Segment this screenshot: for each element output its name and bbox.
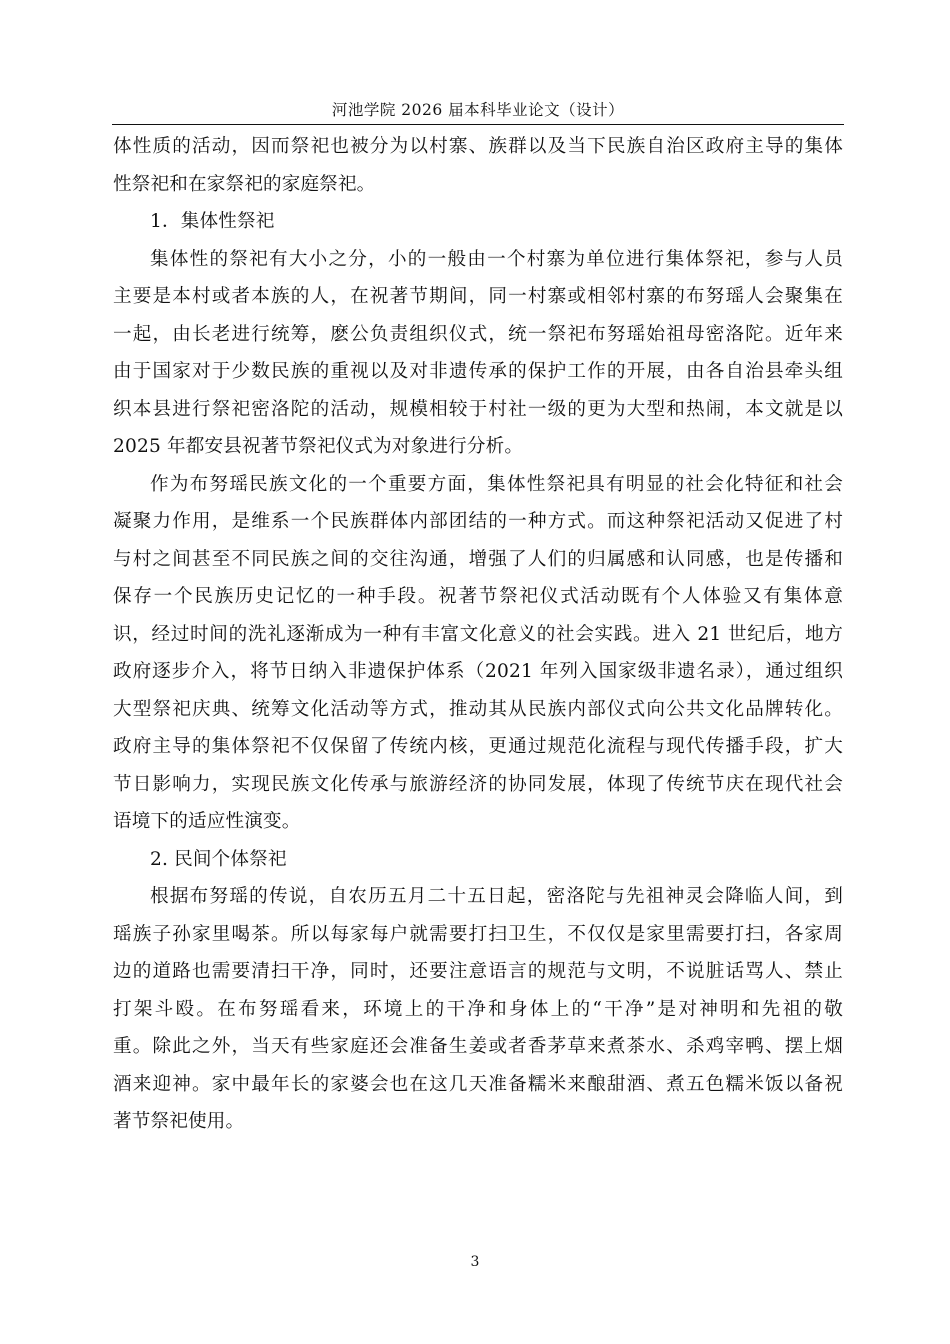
body-text <box>113 128 843 1141</box>
text-line: 政府逐步介入，将节日纳入非遗保护体系（2021 年列入国家级非遗名录），通过组织 <box>113 661 843 682</box>
text-line: 性祭祀和在家祭祀的家庭祭祀。 <box>113 173 376 195</box>
text-line: 识，经过时间的洗礼逐渐成为一种有丰富文化意义的社会实践。进入 21 世纪后，地方 <box>113 623 843 645</box>
text-line: 重。除此之外，当天有些家庭还会准备生姜或者香茅草来煮茶水、杀鸡宰鸭、摆上烟 <box>113 1036 843 1057</box>
text-line: 保存一个民族历史记忆的一种手段。祝著节祭祀仪式活动既有个人体验又有集体意 <box>113 586 843 607</box>
text-line: 边的道路也需要清扫干净，同时，还要注意语言的规范与文明，不说脏话骂人、禁止 <box>113 961 843 982</box>
text-line: 织本县进行祭祀密洛陀的活动，规模相较于村社一级的更为大型和热闹，本文就是以 <box>113 398 843 420</box>
text-line: 主要是本村或者本族的人，在祝著节期间，同一村寨或相邻村寨的布努瑶人会聚集在 <box>113 286 843 307</box>
text-line: 与村之间甚至不同民族之间的交往沟通，增强了人们的归属感和认同感，也是传播和 <box>113 548 843 570</box>
section-heading: 1．集体性祭祀 <box>150 211 275 232</box>
text-line: 2025 年都安县祝著节祭祀仪式为对象进行分析。 <box>113 436 524 457</box>
text-line: 作为布努瑶民族文化的一个重要方面，集体性祭祀具有明显的社会化特征和社会 <box>150 473 843 495</box>
text-line: 大型祭祀庆典、统筹文化活动等方式，推动其从民族内部仪式向公共文化品牌转化。 <box>113 698 843 720</box>
text-line: 集体性的祭祀有大小之分，小的一般由一个村寨为单位进行集体祭祀，参与人员 <box>150 248 843 270</box>
text-line: 根据布努瑶的传说，自农历五月二十五日起，密洛陀与先祖神灵会降临人间，到 <box>150 886 843 907</box>
text-line: 节日影响力，实现民族文化传承与旅游经济的协同发展，体现了传统节庆在现代社会 <box>113 773 843 795</box>
text-line: 酒来迎神。家中最年长的家婆会也在这几天准备糯米来酿甜酒、煮五色糯米饭以备祝 <box>113 1073 843 1095</box>
text-line: 一起，由长老进行统筹，麽公负责组织仪式，统一祭祀布努瑶始祖母密洛陀。近年来 <box>113 323 843 345</box>
text-line: 著节祭祀使用。 <box>113 1111 245 1132</box>
text-line: 体性质的活动，因而祭祀也被分为以村寨、族群以及当下民族自治区政府主导的集体 <box>113 136 843 157</box>
running-header: 河池学院 2026 届本科毕业论文（设计） <box>331 101 625 119</box>
text-line: 政府主导的集体祭祀不仅保留了传统内核，更通过规范化流程与现代传播手段，扩大 <box>113 736 843 757</box>
text-line: 瑶族子孙家里喝茶。所以每家每户就需要打扫卫生，不仅仅是家里需要打扫，各家周 <box>113 923 843 945</box>
page-number: 3 <box>470 1254 480 1270</box>
text-line: 语境下的适应性演变。 <box>113 811 301 832</box>
text-line: 由于国家对于少数民族的重视以及对非遗传承的保护工作的开展，由各自治县牵头组 <box>113 361 843 382</box>
text-line: 打架斗殴。在布努瑶看来，环境上的干净和身体上的“干净”是对神明和先祖的敬 <box>113 998 843 1020</box>
header-rule <box>112 124 844 125</box>
section-heading: 2. 民间个体祭祀 <box>150 848 287 870</box>
text-line: 凝聚力作用，是维系一个民族群体内部团结的一种方式。而这种祭祀活动又促进了村 <box>113 511 843 532</box>
